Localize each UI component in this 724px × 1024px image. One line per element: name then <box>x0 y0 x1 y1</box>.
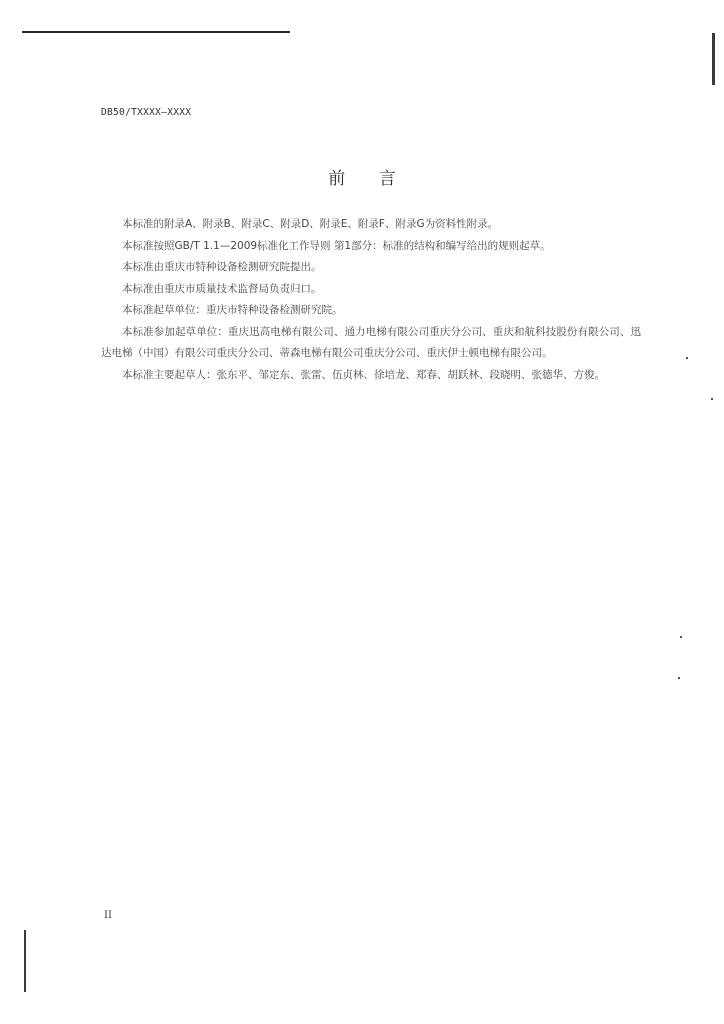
scan-speck <box>680 636 682 638</box>
title-char: 前 <box>328 169 346 189</box>
scan-speck <box>686 357 688 359</box>
paragraph: 本标准由重庆市质量技术监督局负责归口。 <box>122 282 322 295</box>
page-number: II <box>104 910 112 921</box>
paragraph: 本标准按照GB/T 1.1—2009标准化工作导则 第1部分：标准的结构和编写给出的规则起草。 <box>122 239 551 252</box>
paragraph: 本标准由重庆市特种设备检测研究院提出。 <box>122 261 322 273</box>
foreword-body <box>101 214 641 386</box>
paragraph: 本标准参加起草单位：重庆迅高电梯有限公司、通力电梯有限公司重庆分公司、重庆和航科技股份有限公司、迅达电梯（中国）有限公司重庆分公司、蒂森电梯有限公司重庆分公司、重庆伊士顿电梯有限公司。 <box>101 325 641 359</box>
scan-speck <box>678 677 680 679</box>
paragraph: 本标准的附录A、附录B、附录C、附录D、附录E、附录F、附录G为资料性附录。 <box>122 218 499 230</box>
section-title <box>0 164 724 189</box>
scan-edge-mark <box>712 33 715 85</box>
scan-speck <box>711 398 713 400</box>
paragraph: 本标准主要起草人：张东平、邹定东、张雷、伍贞林、徐培龙、郑春、胡跃林、段晓明、张德华、方俊。 <box>122 368 605 381</box>
paragraph: 本标准起草单位：重庆市特种设备检测研究院。 <box>122 304 343 316</box>
header-rule <box>22 31 290 33</box>
scan-edge-mark <box>24 930 26 992</box>
title-char: 言 <box>378 169 396 189</box>
standard-code: DB50/TXXXX—XXXX <box>101 107 192 118</box>
